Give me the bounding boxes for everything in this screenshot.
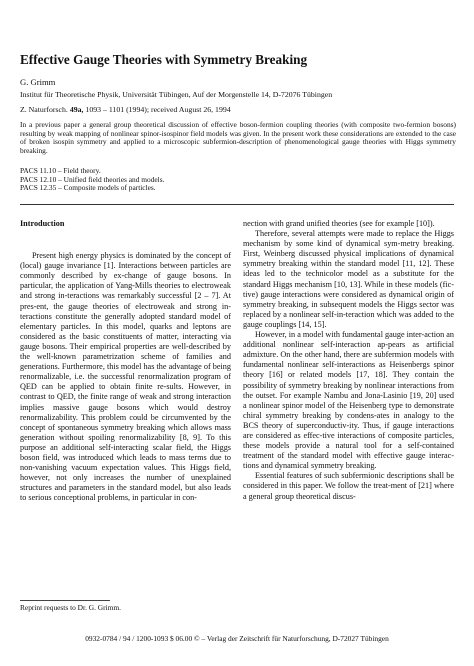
pacs-item: PACS 11.10 – Field theory. [20,166,101,175]
body-paragraph: Essential features of such subfermionic descriptions shall be considered in this paper. We follow the treat-ment of [21] where a general group theoretical discus- [243,471,454,501]
paper-title: Effective Gauge Theories with Symmetry Breaking [20,52,308,67]
body-paragraph: nection with grand unified theories (see for example [10]). [243,219,435,228]
section-divider [20,204,454,205]
publication-info [20,105,231,114]
footnote-divider [20,600,110,601]
body-paragraph: Present high energy physics is dominated by the concept of (local) gauge invariance [1]. Interactions between particles are commonly described by ex-change of gauge bosons. In particular, the application of Yang-Mills theories to electroweak and strong in-teractions was remarkably successful [2 – 7]. At pres-ent, the gauge theories of electroweak and strong in-teractions constitute the generally adopted standard model of elementary particles. In this model, quarks and leptons are considered as the basic constituents of matter, interacting via gauge bosons. Their empirical properties are well-described by the well-known parametrization scheme of families and generations. Furthermore, this model has the advantage of being renormalizable, i.e. the successful renormalization program of QED can be applied to obtain finite re-sults. However, in contrast to QED, the finite range of weak and strong interaction implies massive gauge bosons which would destroy renormalizability. This problem could be circumvented by the concept of spontaneous symmetry breaking which allows mass generation without spoiling renormalizability [8, 9]. To this purpose an additional self-interacting scalar field, the Higgs boson field, was introduced which leads to mass terms due to non-vanishing vacuum expectation values. This Higgs field, however, not only increases the number of unexplained structures and parameters in the standard model, but also leads to serious conceptional problems, in particular in con- [20,251,231,503]
footnote: Reprint requests to Dr. G. Grimm. [20,603,121,612]
abstract: In a previous paper a general group theoretical discussion of effective boson-fermion coupling theories (with composite two-fermion bosons) resulting by weak mapping of nonlinear spinor-isospinor field models was given. In the present work these considerations are extended to the case of broken isospin symmetry and applied to a microscopic subfermion-description of phenomenological gauge theories with Higgs symmetry breaking. [20,120,456,155]
body-paragraph: Therefore, several attempts were made to replace the Higgs mechanism by some kind of dynamical sym-metry breaking. First, Weinberg discussed physical implications of dynamical symmetry breaking within the standard model [11, 12]. These ideas led to the technicolor model as a substitute for the standard Higgs mechanism [10, 13]. While in these models (fic-tive) gauge interactions were considered as dynamical origin of symmetry breaking, in subsequent models the Higgs sector was replaced by a nonlinear self-in-teraction which was added to the gauge couplings [14, 15]. [243,229,454,329]
pacs-list [20,167,164,193]
right-column [243,219,454,502]
page-footer: 0932-0784 / 94 / 1200-1093 $ 06.00 © – Verlag der Zeitschrift für Naturforschung, D-72027 Tübingen [85,634,389,643]
publication-dates: 1093 – 1101 (1994); received August 26, 1994 [85,105,231,114]
author-name: G. Grimm [20,77,56,87]
journal-volume: 49a, [69,105,84,114]
body-paragraph: However, in a model with fundamental gauge inter-action an additional nonlinear self-interaction ap-pears as artificial admixture. On the other hand, there are subfermion models with fundamental nonlinear self-interactions as Heisenbergs spinor theory [16] or related models [17, 18]. They contain the possibility of symmetry breaking by nonlinear interactions from the outset. For example Nambu and Jona-Lasinio [19, 20] used a nonlinear spinor model of the Heisenberg type to demonstrate chiral symmetry breaking by condens-ates in analogy to the BCS theory of superconductiv-ity. Thus, if gauge interactions are considered as effec-tive interactions of composite particles, these models provide a natural tool for a self-contained treatment of the standard model with effective gauge interac-tions and dynamical symmetry breaking. [243,330,454,471]
author-affiliation: Institut für Theoretische Physik, Universität Tübingen, Auf der Morgenstelle 14, D-72076 Tübingen [20,90,333,99]
pacs-item: PACS 12.35 – Composite models of particles. [20,183,156,193]
section-heading: Introduction [20,219,65,228]
pacs-item: PACS 12.10 – Unified field theories and models. [20,174,165,184]
journal-name: Z. Naturforsch. [20,105,68,114]
left-column [20,219,231,503]
